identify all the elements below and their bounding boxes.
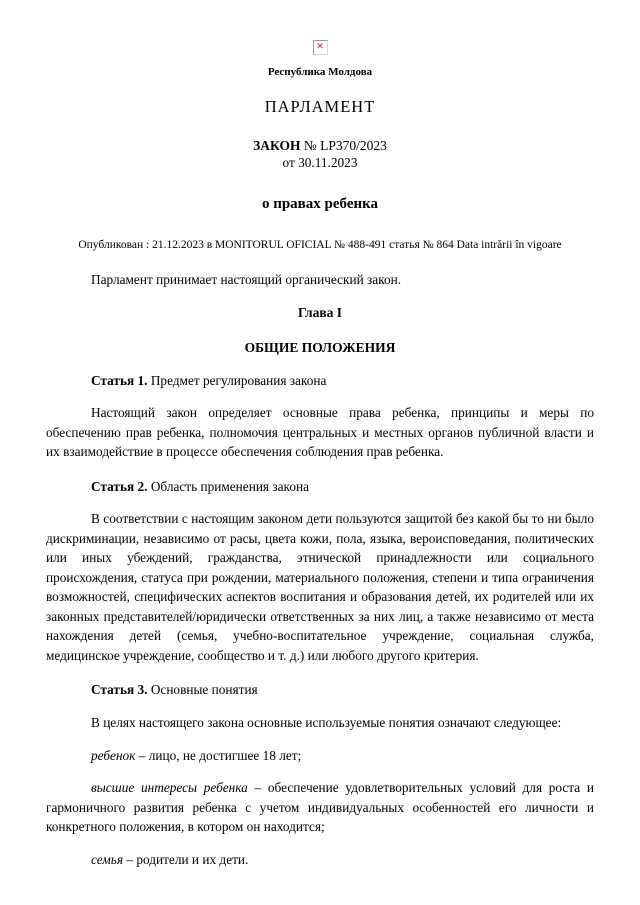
country-name: Республика Молдова: [267, 66, 373, 78]
definition-best-interests: [46, 778, 594, 837]
header-icon-row: [46, 38, 594, 56]
article-2-subject: Область применения закона: [150, 478, 309, 494]
chapter-title: ОБЩИЕ ПОЛОЖЕНИЯ: [244, 339, 396, 355]
article-3-subject: Основные понятия: [150, 682, 258, 698]
definition-child: [46, 746, 594, 766]
definition-child-term: ребенок: [91, 747, 136, 763]
law-number: № LP370/2023: [303, 138, 387, 153]
definition-best-interests-term: высшие интересы ребенка: [91, 780, 248, 796]
definition-child-text: – лицо, не достигшее 18 лет;: [138, 747, 302, 763]
definition-family-term: семья: [91, 851, 124, 867]
article-1-text: Настоящий закон определяет основные права ребенка, принципы и меры по обеспечению прав ребенка, полномочия центральных и местных органов публичной власти и их взаимодействие в процессе обеспечения соблюдения прав ребенка.: [46, 405, 594, 460]
publication-line: Опубликован : 21.12.2023 в MONITORUL OFICIAL № 488-491 статья № 864 Data intrării în vigoare: [78, 239, 562, 251]
article-2-text: В соответствии с настоящим законом дети пользуются защитой без какой бы то ни было дискриминации, независимо от расы, цвета кожи, пола, языка, вероисповедания, политических или иных убеждений, гражданства, этнической принадлежности или социального происхождения, статуса при рождении, материального положения, степени и типа ограничения возможностей, специфических аспектов воспитания и образования детей, их родителей или их законных представителей/юридически ответственных за них лиц, а также независимо от места нахождения детей (семья, учебно-воспитательное учреждение, социальная служба, медицинское учреждение, сообщество и т. д.) или любого другого критерия.: [46, 511, 594, 663]
institution-name: ПАРЛАМЕНТ: [264, 97, 376, 116]
article-1-label: Статья 1.: [91, 372, 148, 388]
article-1-heading: [46, 371, 594, 391]
intro-paragraph: Парламент принимает настоящий органический закон.: [91, 272, 402, 287]
law-label: ЗАКОН: [253, 138, 301, 153]
article-2-label: Статья 2.: [91, 478, 148, 494]
definition-family: [46, 850, 594, 870]
document-title: о правах ребенка: [261, 196, 379, 212]
article-3-label: Статья 3.: [91, 682, 148, 698]
broken-image-x-icon: ✕: [316, 41, 324, 52]
definition-family-text: – родители и их дети.: [126, 851, 249, 867]
chapter-number: Глава I: [297, 304, 343, 320]
article-3-heading: [46, 680, 594, 700]
definition-best-interests-text: – обеспечение удовлетворительных условий для роста и гармоничного развития ребенка с учетом индивидуальных особенностей его личности и конкретного положения, в котором он находится;: [46, 780, 595, 835]
article-3-text: В целях настоящего закона основные используемые понятия означают следующее:: [91, 714, 562, 730]
broken-image-icon: [313, 40, 328, 55]
law-date: от 30.11.2023: [282, 155, 358, 170]
article-2-heading: [46, 477, 594, 497]
law-number-line: [46, 137, 594, 154]
article-1-subject: Предмет регулирования закона: [150, 372, 327, 388]
